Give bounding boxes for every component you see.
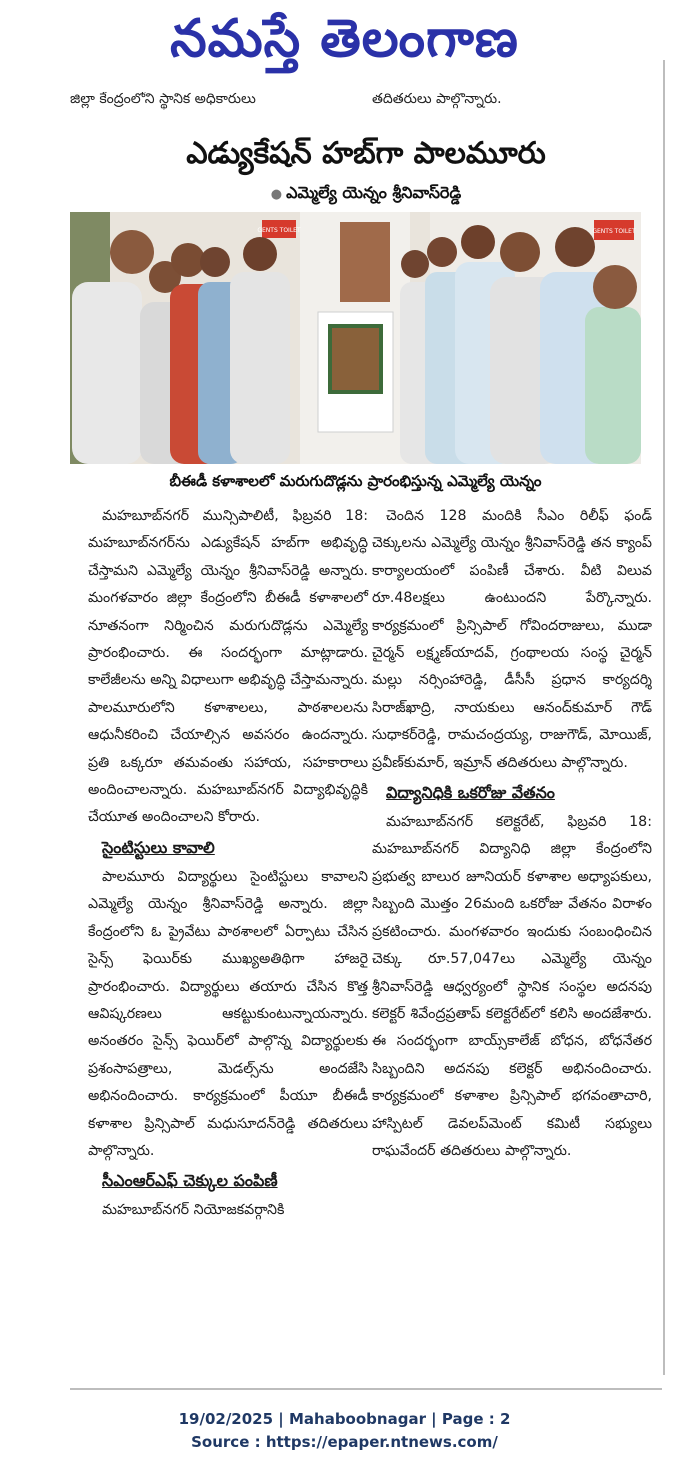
article-column-right — [372, 503, 652, 1165]
bullet-icon: ● — [270, 187, 283, 202]
footer-source: Source : https://epaper.ntnews.com/ — [191, 1433, 498, 1451]
subheading: విద్యానిధికి ఒకరోజు వేతనం — [386, 783, 555, 803]
column-divider — [663, 60, 665, 1375]
newspaper-logo: నమస్తే తెలంగాణ — [170, 9, 519, 69]
svg-text:GENTS TOILET: GENTS TOILET — [257, 227, 301, 234]
photo-caption: బీఈడీ కళాశాలలో మరుగుదొడ్లను ప్రారంభిస్తున్న ఎమ్మెల్యే యెన్నం — [169, 472, 542, 490]
toilet-sign-right — [592, 220, 636, 240]
paragraph: చెందిన 128 మందికి సీఎం రిలీఫ్‌ ఫండ్‌ చెక్కులను ఎమ్మెల్యే యెన్నం శ్రీనివాస్‌రెడ్డి తన క్యాంప్‌ కార్యాలయంలో పంపిణీ చేశారు. వీటి విలువ రూ.48లక్షలు ఉంటుందని పేర్కొన్నారు. కార్యక్రమంలో ప్రిన్సిపాల్‌ గోవిందరాజులు, ముడా చైర్మన్‌ లక్ష్మణ్‌యాదవ్‌, గ్రంథాలయ సంస్థ చైర్మన్‌ మల్లు నర్సింహారెడ్డి, డీసీసీ ప్రధాన కార్యదర్శి సిరాజ్‌ఖాద్రి, నాయకులు ఆనంద్‌కుమార్‌ గౌడ్‌ సుధాకర్‌రెడ్డి, రామచంద్రయ్య, రాజుగౌడ్‌, మోయిజ్‌, ప్రవీణ్‌కుమార్‌, ఇమ్రాన్‌ తదితరులు పాల్గొన్నారు. — [372, 508, 652, 771]
paragraph: మహబూబ్‌నగర్‌ మున్సిపాలిటీ, ఫిబ్రవరి 18: మహబూబ్‌నగర్‌ను ఎడ్యుకేషన్‌ హబ్‌గా అభివృద్ధి చేస్తామని ఎమ్మెల్యే యెన్నం శ్రీనివాస్‌రెడ్డి అన్నారు. మంగళవారం జిల్లా కేంద్రంలోని బీఈడీ కళాశాలలో నూతనంగా నిర్మించిన మరుగుదొడ్లను ఎమ్మెల్యే ప్రారంభించారు. ఈ సందర్భంగా మాట్లాడారు. కాలేజీలను అన్ని విధాలుగా అభివృద్ధి చేస్తామన్నారు. పాలమూరులోని కళాశాలలు, పాఠశాలలను ఆధునీకరించి చేయాల్సిన అవసరం ఉందన్నారు. ప్రతి ఒక్కరూ తమవంతు సహాయ, సహకారాలు అందించాలన్నారు. మహబూబ్‌నగర్‌ విద్యాభివృద్ధికి చేయూత అందించాలని కోరారు. — [88, 508, 368, 826]
cutoff-text-left: జిల్లా కేంద్రంలోని స్థానిక అధికారులు — [70, 92, 256, 107]
paragraph: పాలమూరు విద్యార్థులు సైంటిస్టులు కావాలని ఎమ్మెల్యే యెన్నం శ్రీనివాస్‌రెడ్డి అన్నారు. జిల్లా కేంద్రంలోని ఓ ప్రైవేటు పాఠశాలలో ఏర్పాటు చేసిన సైన్స్‌ ఫెయిర్‌కు ముఖ్యఅతిథిగా హాజరై ప్రారంభించారు. విద్యార్థులు తయారు చేసిన కొత్త ఆవిష్కరణలు ఆకట్టుకుంటున్నాయన్నారు. అనంతరం సైన్స్‌ ఫెయిర్‌లో పాల్గొన్న విద్యార్థులకు ప్రశంసాపత్రాలు, మెడల్స్‌ను అందజేసి అభినందించారు. కార్యక్రమంలో పీయూ బీఈడీ కళాశాల ప్రిన్సిపాల్‌ మధుసూదన్‌రెడ్డి తదితరులు పాల్గొన్నారు. — [88, 868, 368, 1159]
article-photo — [70, 212, 641, 464]
paragraph: మహబూబ్‌నగర్‌ కలెక్టరేట్‌, ఫిబ్రవరి 18: మహబూబ్‌నగర్‌ విద్యానిధి జిల్లా కేంద్రంలోని ప్రభుత్వ బాలుర జూనియర్‌ కళాశాల అధ్యాపకులు, సిబ్బంది మొత్తం 26మంది ఒకరోజు వేతనం విరాళం ప్రకటించారు. మంగళవారం ఇందుకు సంబంధించిన చెక్కు రూ.57,047లు ఎమ్మెల్యే యెన్నం శ్రీనివాస్‌రెడ్డి ఆధ్వర్యంలో స్థానిక సంస్థల అదనపు కలెక్టర్‌ శివేంద్రప్రతాప్‌ కలెక్టరేట్‌లో కలిసి అందజేశారు. ఈ సందర్భంగా బాయ్స్‌కాలేజ్‌ బోధన, బోధనేతర సిబ్బందిని అదనపు కలెక్టర్‌ అభినందించారు. కార్యక్రమంలో కళాశాల ప్రిన్సిపాల్‌ భగవంతాచారి, హాస్పిటల్‌ డెవలప్‌మెంట్‌ కమిటీ సభ్యులు రాఘవేందర్‌ తదితరులు పాల్గొన్నారు. — [372, 814, 652, 1159]
article-headline: ఎడ్యుకేషన్‌ హబ్‌గా పాలమూరు — [186, 136, 546, 171]
subheading: సైంటిస్టులు కావాలి — [102, 837, 215, 857]
article-byline — [70, 180, 662, 208]
paragraph: మహబూబ్‌నగర్‌ నియోజకవర్గానికి — [102, 1202, 285, 1219]
footer-divider — [70, 1388, 662, 1390]
toilet-sign-left — [257, 220, 301, 238]
footer-date-edition: 19/02/2025 | Mahaboobnagar | Page : 2 — [178, 1410, 511, 1428]
svg-text:GENTS TOILET: GENTS TOILET — [592, 228, 636, 235]
byline-text: ఎమ్మెల్యే యెన్నం శ్రీనివాస్‌రెడ్డి — [286, 183, 462, 202]
subheading: సీఎంఆర్‌ఎఫ్‌ చెక్కుల పంపిణీ — [102, 1171, 278, 1191]
article-column-left — [88, 503, 368, 1225]
cutoff-text-right: తదితరులు పాల్గొన్నారు. — [372, 92, 502, 107]
masthead — [0, 0, 689, 95]
